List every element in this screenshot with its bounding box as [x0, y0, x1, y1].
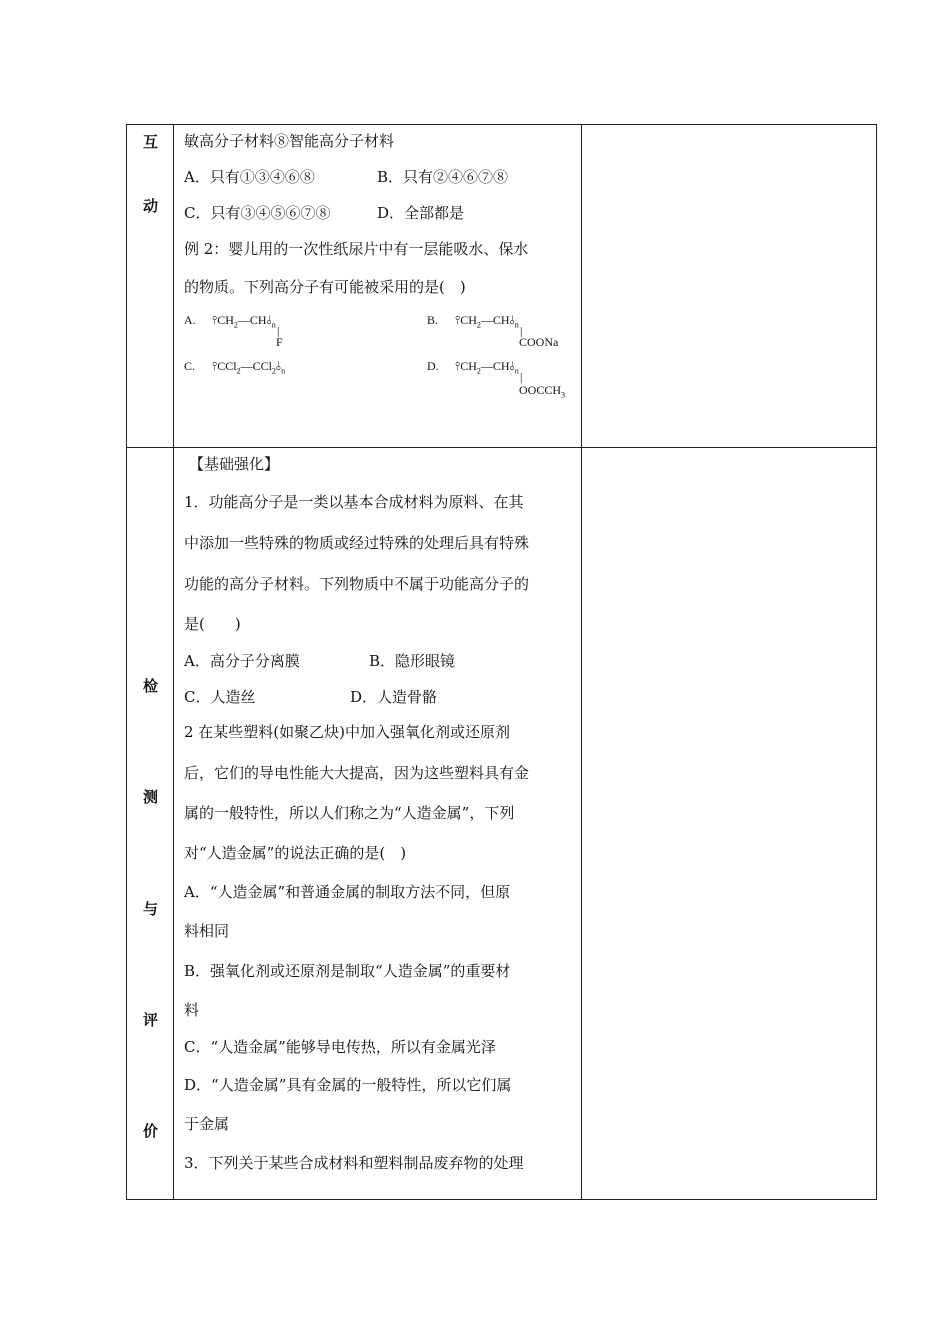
text-line: 是( )	[184, 615, 241, 633]
content-table	[126, 124, 877, 1200]
chem-label: D.	[427, 359, 439, 373]
side-char: 与	[142, 900, 158, 918]
option-b: B．隐形眼镜	[369, 652, 456, 670]
text-line: 例 2：婴儿用的一次性纸尿片中有一层能吸水、保水	[184, 240, 529, 258]
row2-side-label	[127, 447, 174, 1200]
option-c: C．只有③④⑤⑥⑦⑧	[184, 204, 331, 222]
text-line: 料	[184, 1001, 200, 1019]
option-a: A．高分子分离膜	[184, 652, 300, 670]
text-line: 属的一般特性，所以人们称之为“人造金属”，下列	[184, 804, 515, 822]
column-divider-right	[581, 125, 582, 1199]
text-line: 后，它们的导电性能大大提高，因为这些塑料具有金	[184, 764, 530, 782]
option-d: D．人造骨骼	[350, 688, 438, 706]
chem-substituent: F	[276, 335, 283, 349]
chem-label: A.	[184, 313, 196, 327]
text-line: 于金属	[184, 1115, 230, 1133]
option-b: B．只有②④⑥⑦⑧	[377, 168, 509, 186]
text-line: 对“人造金属”的说法正确的是( )	[184, 844, 407, 862]
text-line: B．强氧化剂或还原剂是制取“人造金属”的重要材	[184, 962, 511, 980]
text-line: 功能的高分子材料。下列物质中不属于功能高分子的	[184, 575, 530, 593]
text-line: 敏高分子材料⑧智能高分子材料	[184, 132, 395, 150]
text-line: D．“人造金属”具有金属的一般特性，所以它们属	[184, 1076, 512, 1094]
side-char: 动	[142, 197, 158, 215]
section-heading: 【基础强化】	[189, 455, 280, 473]
row1-content: 敏高分子材料⑧智能高分子材料 A．只有①③④⑥⑧ B．只有②④⑥⑦⑧ C．只有③④⑤⑥⑦⑧ D．全部都是 例 2：婴儿用的一次性纸尿片中有一层能吸水、保水 的物质。下列高分子有可能被采用的是( ) A. $⫯CH_2—CH⫰_n$ | F B. $⫯CH_2—CH⫰_n$ | COONa C. $⫯CCl_2—CCl_2⫰_n$ D. $⫯CH_2—CH⫰_n$ | $OOCCH_3$	[184, 132, 566, 400]
text-line: 料相同	[184, 922, 230, 940]
text-line: 中添加一些特殊的物质或经过特殊的处理后具有特殊	[184, 534, 530, 552]
side-char: 互	[142, 133, 158, 151]
row1-side-label	[127, 125, 174, 447]
text-line: 1．功能高分子是一类以基本合成材料为原料、在其	[184, 493, 524, 511]
chem-label: C.	[184, 359, 196, 373]
option-c: C．人造丝	[184, 688, 256, 706]
option-a: A．只有①③④⑥⑧	[184, 168, 315, 186]
chem-substituent: COONa	[519, 335, 559, 349]
side-char: 价	[142, 1122, 158, 1140]
chem-label: B.	[427, 313, 439, 327]
text-line: 2 在某些塑料(如聚乙炔)中加入强氧化剂或还原剂	[184, 723, 511, 741]
text-line: 的物质。下列高分子有可能被采用的是( )	[184, 278, 466, 296]
text-line: 3．下列关于某些合成材料和塑料制品废弃物的处理	[184, 1154, 524, 1172]
chem-substituent: OOCCH	[519, 383, 562, 397]
option-d: D．全部都是	[377, 204, 465, 222]
text-line: C．“人造金属”能够导电传热，所以有金属光泽	[184, 1038, 496, 1056]
side-char: 检	[142, 677, 158, 695]
text-line: A．“人造金属”和普通金属的制取方法不同，但原	[184, 883, 511, 901]
side-char: 测	[142, 788, 158, 806]
side-char: 评	[142, 1011, 158, 1029]
row2-content	[184, 447, 579, 1200]
